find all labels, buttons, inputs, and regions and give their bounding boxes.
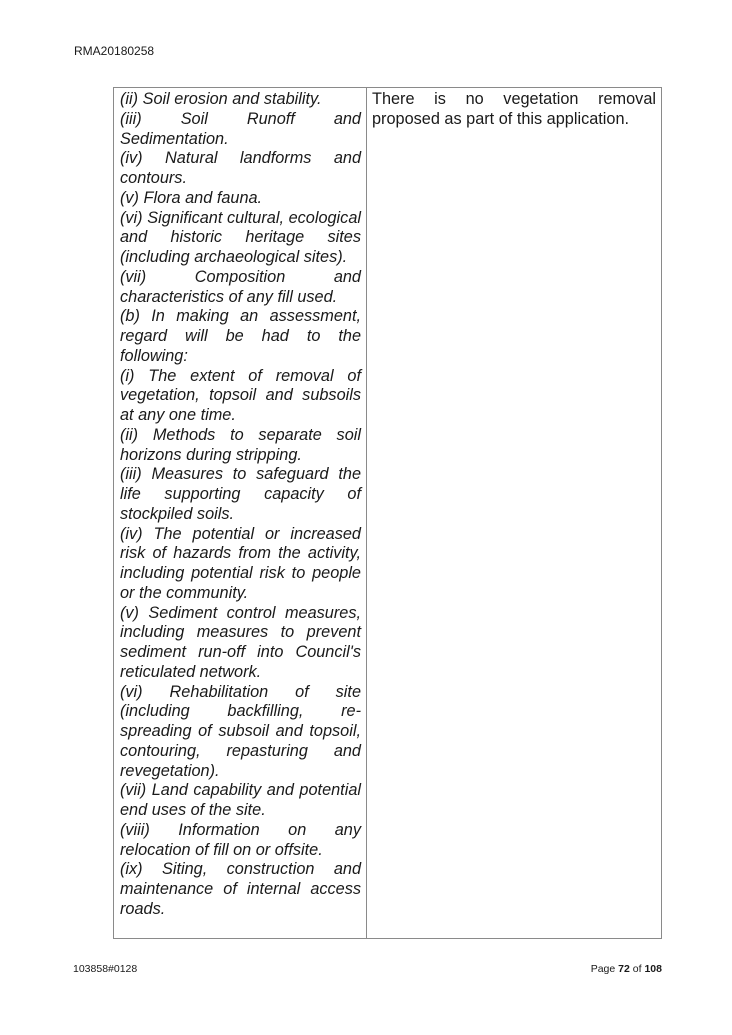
footer-document-number: 103858#0128 [73,963,138,975]
criterion-item: (vii) Land capability and potential end uses of the site. [120,781,361,819]
criterion-item: (ii) Methods to separate soil horizons during stripping. [120,425,361,464]
criterion-item: (ix) Siting, construction and maintenance of internal access roads. [120,860,361,918]
criterion-item: (v) Flora and fauna. [120,188,263,207]
response-text: There is no vegetation removal proposed as part of this application. [372,90,656,128]
criterion-item: (vi) Rehabilitation of site (including backfilling, re-spreading of subsoil and topsoil, contouring, repasturing and revegetation). [120,682,361,780]
total-pages: 108 [644,963,662,975]
criterion-item: (iii) Measures to safeguard the life supporting capacity of stockpiled soils. [120,465,361,523]
page-label: Page [590,963,616,975]
applicant-response-cell [367,88,661,938]
document-reference: RMA20180258 [74,44,155,58]
assessment-criteria-cell [114,88,367,938]
criterion-item: (ii) Soil erosion and stability. [120,90,322,108]
assessment-table [113,87,662,939]
criterion-item: (iv) The potential or increased risk of hazards from the activity, including potential risk to people or the community. [120,524,361,602]
criterion-item: (i) The extent of removal of vegetation, topsoil and subsoils at any one time. [120,366,361,424]
current-page: 72 [618,963,630,975]
criterion-item: (iii) Soil Runoff and Sedimentation. [120,109,361,148]
criterion-item: (viii) Information on any relocation of fill on or offsite. [120,820,361,859]
criterion-item: (vii) Composition and characteristics of any fill used. [120,267,361,306]
page-of-label: of [632,963,642,975]
criterion-item: (iv) Natural landforms and contours. [120,149,361,187]
criterion-item: (v) Sediment control measures, including measures to prevent sediment run-off into Council's reticulated network. [120,603,361,681]
criterion-item: (b) In making an assessment, regard will be had to the following: [120,307,361,365]
page-number [591,963,662,975]
criterion-item: (vi) Significant cultural, ecological and historic heritage sites (including archaeological sites). [120,208,361,266]
